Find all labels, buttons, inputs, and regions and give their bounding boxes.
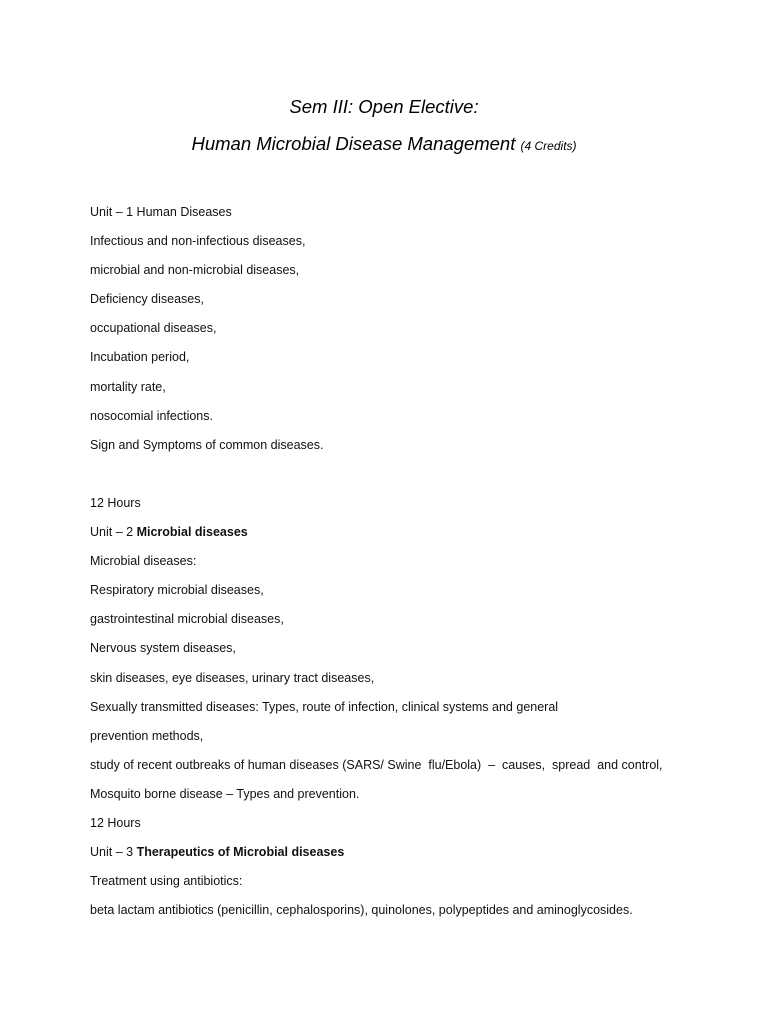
course-credits: (4 Credits) (520, 139, 577, 153)
list-item: Respiratory microbial diseases, (90, 583, 264, 598)
list-item: prevention methods, (90, 728, 204, 743)
list-item: beta lactam antibiotics (penicillin, cephalosporins), quinolones, polypeptides and aminoglycosides. (90, 903, 633, 918)
list-item: Microbial diseases: (90, 554, 197, 569)
unit-3-label: Unit – 3 (90, 845, 137, 860)
list-item: Sign and Symptoms of common diseases. (90, 437, 324, 452)
unit-3-heading (90, 838, 710, 867)
list-item: mortality rate, (90, 379, 166, 394)
list-item: Infectious and non-infectious diseases, (90, 234, 306, 249)
list-item: nosocomial infections. (90, 408, 213, 423)
list-item: occupational diseases, (90, 321, 217, 336)
unit-2-heading (90, 518, 710, 547)
document-title-semester: Sem III: Open Elective: (289, 96, 479, 117)
spacer (90, 460, 710, 489)
list-item: Treatment using antibiotics: (90, 874, 243, 889)
unit-2-title: Microbial diseases (136, 525, 248, 540)
list-item: Deficiency diseases, (90, 292, 204, 307)
list-item: Sexually transmitted diseases: Types, route of infection, clinical systems and general (90, 699, 559, 714)
unit-1-hours: 12 Hours (90, 495, 141, 510)
list-item: Incubation period, (90, 350, 190, 365)
list-item: skin diseases, eye diseases, urinary tract diseases, (90, 670, 375, 685)
unit-2-label: Unit – 2 (90, 525, 137, 540)
unit-3-title: Therapeutics of Microbial diseases (136, 845, 345, 860)
document-title-course (0, 132, 768, 158)
unit-1-heading: Unit – 1 Human Diseases (90, 205, 232, 219)
list-item: microbial and non-microbial diseases, (90, 263, 300, 278)
list-item: gastrointestinal microbial diseases, (90, 612, 284, 627)
list-item: Mosquito borne disease – Types and prevention. (90, 786, 360, 801)
syllabus-body (90, 198, 710, 925)
unit-2-hours: 12 Hours (90, 815, 141, 830)
list-item: study of recent outbreaks of human diseases (SARS/ Swine flu/Ebola) – causes, spread and control, (90, 757, 663, 772)
list-item: Nervous system diseases, (90, 641, 236, 656)
course-name: Human Microbial Disease Management (191, 133, 516, 154)
